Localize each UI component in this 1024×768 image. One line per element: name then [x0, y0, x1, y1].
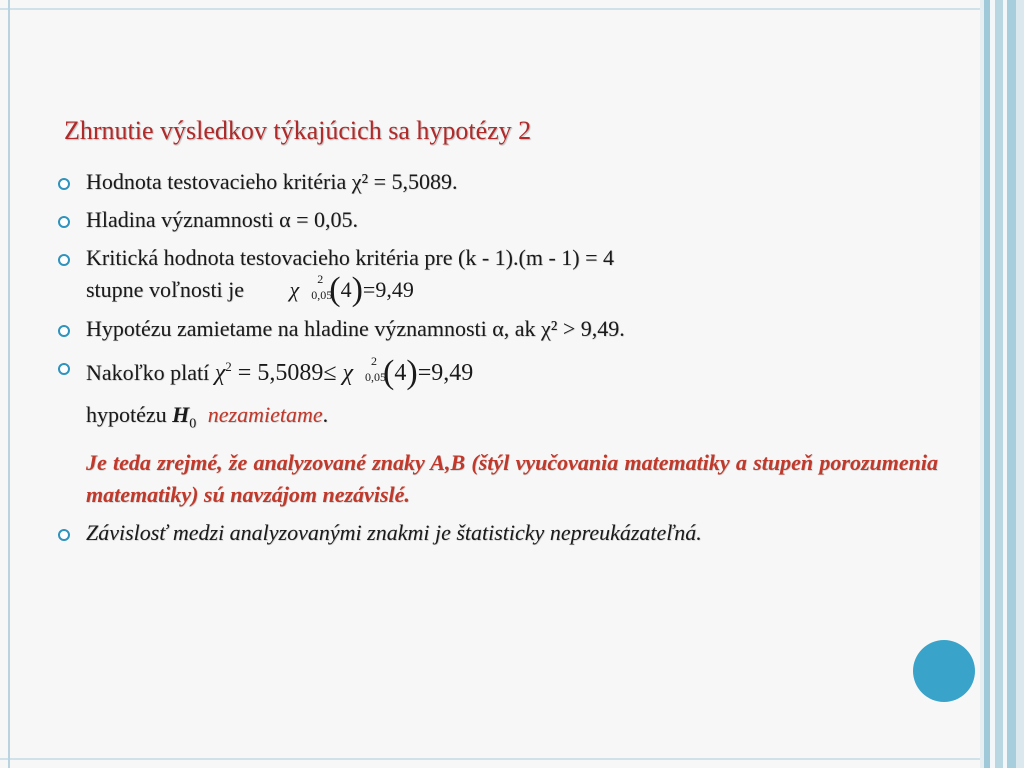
bullet-item-dependence — [56, 517, 938, 549]
formula-leq: ≤ — [323, 359, 337, 386]
bullet-item-significance — [56, 204, 938, 236]
bullet-text: Hodnota testovacieho kritéria χ² = 5,5089. — [86, 169, 458, 194]
formula-df: 4 — [394, 359, 407, 386]
hypothesis-symbol: H — [172, 402, 190, 428]
frame-bottom-line — [0, 758, 1024, 760]
bullet-text: Nakoľko platí — [86, 359, 210, 385]
formula-statistic: 5,5089 — [257, 359, 324, 386]
conclusion-text: Je teda zrejmé, že analyzované znaky A,B (štýl vyučovania matematiky a stupeň porozumenia matematiky) sú navzájom nezávislé. — [86, 449, 938, 507]
frame-left-line — [8, 0, 10, 768]
bullet-text: Závislosť medzi analyzovanými znakmi je štatisticky nepreukázateľná. — [86, 519, 702, 545]
bullet-icon — [58, 363, 70, 375]
bullet-icon — [58, 254, 70, 266]
bullet-item-test-statistic — [56, 166, 938, 198]
bullet-icon — [58, 216, 70, 228]
slide-content — [56, 166, 938, 555]
decorative-stripes — [980, 0, 1024, 768]
formula-subscript: 0,05 — [311, 287, 333, 302]
chi-symbol: χ — [289, 277, 300, 302]
formula-superscript: 2 — [317, 271, 324, 286]
formula-equals: = — [417, 359, 432, 386]
bullet-item-rejection-rule — [56, 313, 938, 345]
bullet-text: hypotézu — [86, 402, 167, 428]
bullet-item-critical-value — [56, 242, 938, 307]
comparison-formula: $\chi^2 = 5,5089\le \chi$ 2 0,05 (4)=9,49 — [214, 353, 474, 391]
hypothesis-subscript: 0 — [189, 416, 197, 432]
bullet-text: Hypotézu zamietame na hladine významnosti α, ak χ² > 9,49. — [86, 315, 625, 341]
decorative-circle — [913, 640, 975, 702]
frame-top-line — [0, 8, 1024, 10]
formula-superscript: 2 — [225, 358, 232, 374]
bullet-item-conclusion — [56, 351, 938, 511]
formula-df: 4 — [340, 277, 352, 302]
slide-title: Zhrnutie výsledkov týkajúcich sa hypotézy 2 — [64, 116, 532, 145]
verdict-text: nezamietame — [207, 402, 323, 428]
bullet-text: Kritická hodnota testovacieho kritéria pre (k - 1).(m - 1) = 4 — [86, 245, 614, 270]
formula-subscript: 0,05 — [365, 370, 387, 385]
formula-superscript: 2 — [371, 354, 378, 369]
chi-symbol: χ — [342, 359, 354, 386]
chi-symbol: χ — [214, 359, 226, 386]
period: . — [322, 402, 329, 428]
bullet-icon — [58, 178, 70, 190]
formula-equals: = — [237, 359, 252, 386]
bullet-icon — [58, 325, 70, 337]
bullet-icon — [58, 529, 70, 541]
bullet-text: stupne voľnosti je — [86, 277, 245, 302]
formula-equals: = — [362, 277, 376, 302]
formula-critical: 9,49 — [375, 277, 414, 302]
critical-value-formula: χ 2 0,05 (4)=9,49 — [289, 271, 414, 308]
formula-critical: 9,49 — [431, 359, 474, 386]
bullet-text: Hladina významnosti α = 0,05. — [86, 207, 359, 232]
